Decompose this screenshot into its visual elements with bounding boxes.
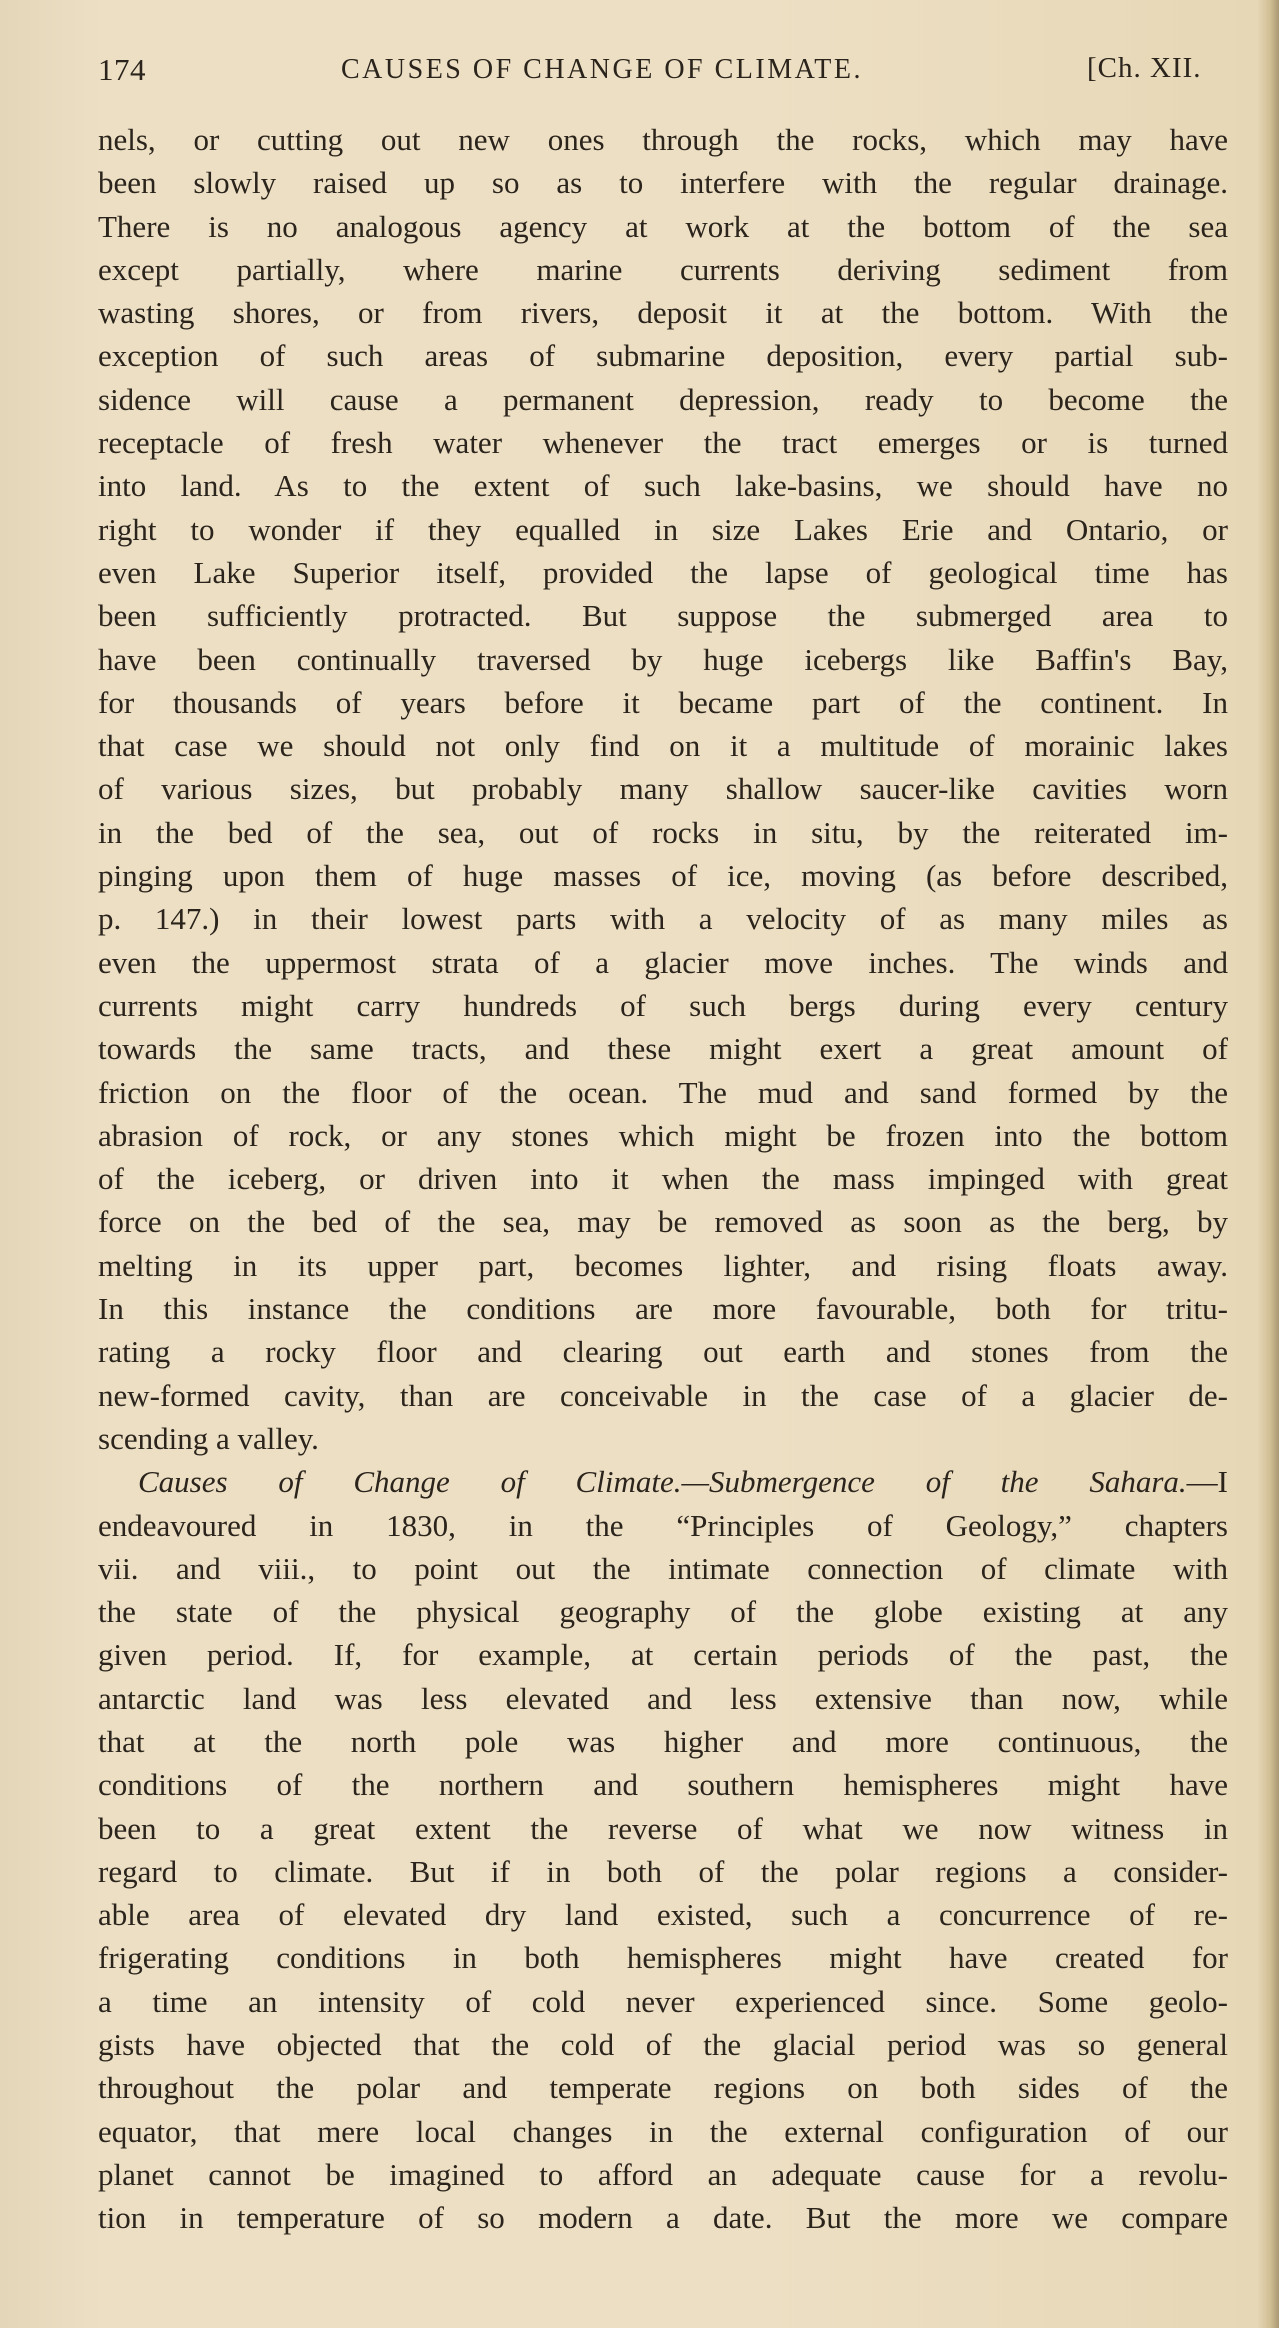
text-line: nels, or cutting out new ones through the rocks, which may have bbox=[98, 122, 1228, 157]
text-line: equator, that mere local changes in the external configuration of our bbox=[98, 2113, 1228, 2149]
running-header bbox=[98, 50, 1240, 98]
text-line: scending a valley. bbox=[98, 1420, 319, 1456]
text-line: sidence will cause a permanent depression, ready to become the bbox=[98, 381, 1228, 417]
text-line: wasting shores, or from rivers, deposit it at the bottom. With the bbox=[98, 295, 1228, 331]
chapter-reference: [Ch. XII. bbox=[1087, 52, 1202, 84]
text-line: melting in its upper part, becomes lighter, and rising floats away. bbox=[98, 1247, 1228, 1283]
text-line: p. 147.) in their lowest parts with a velocity of as many miles as bbox=[98, 901, 1228, 937]
text-line: of the iceberg, or driven into it when the mass impinged with great bbox=[98, 1161, 1228, 1197]
body-text bbox=[98, 118, 1228, 2240]
text-line: been to a great extent the reverse of what we now witness in bbox=[98, 1810, 1228, 1846]
page-edge-shadow bbox=[1257, 0, 1279, 2328]
text-line: currents might carry hundreds of such bergs during every century bbox=[98, 987, 1228, 1023]
text-line: conditions of the northern and southern hemispheres might have bbox=[98, 1767, 1228, 1803]
text-line: antarctic land was less elevated and less extensive than now, while bbox=[98, 1680, 1228, 1716]
text-line: regard to climate. But if in both of the polar regions a consider- bbox=[98, 1853, 1228, 1889]
text-line: In this instance the conditions are more favourable, both for tritu- bbox=[98, 1291, 1228, 1327]
text-line: except partially, where marine currents deriving sediment from bbox=[98, 251, 1228, 287]
section-heading-continuation: —I bbox=[1186, 1464, 1228, 1500]
text-line: for thousands of years before it became part of the continent. In bbox=[98, 684, 1228, 720]
text-line: the state of the physical geography of the globe existing at any bbox=[98, 1594, 1228, 1630]
text-line: planet cannot be imagined to afford an adequate cause for a revolu- bbox=[98, 2156, 1228, 2192]
text-line: vii. and viii., to point out the intimate connection of climate with bbox=[98, 1550, 1228, 1586]
text-line: right to wonder if they equalled in size Lakes Erie and Ontario, or bbox=[98, 511, 1228, 547]
text-line: gists have objected that the cold of the glacial period was so general bbox=[98, 2027, 1228, 2063]
text-line: abrasion of rock, or any stones which might be frozen into the bottom bbox=[98, 1117, 1228, 1153]
running-title: CAUSES OF CHANGE OF CLIMATE. bbox=[341, 54, 863, 85]
text-line: able area of elevated dry land existed, such a concurrence of re- bbox=[98, 1897, 1228, 1933]
text-line: been slowly raised up so as to interfere with the regular drainage. bbox=[98, 165, 1228, 201]
text-line: a time an intensity of cold never experienced since. Some geolo- bbox=[98, 1983, 1228, 2019]
text-line: force on the bed of the sea, may be removed as soon as the berg, by bbox=[98, 1204, 1228, 1240]
text-line: towards the same tracts, and these might exert a great amount of bbox=[98, 1031, 1228, 1067]
text-line: given period. If, for example, at certain periods of the past, the bbox=[98, 1637, 1228, 1673]
text-line: rating a rocky floor and clearing out earth and stones from the bbox=[98, 1334, 1228, 1370]
text-line: new-formed cavity, than are conceivable in the case of a glacier de- bbox=[98, 1377, 1228, 1413]
page-number: 174 bbox=[98, 52, 146, 87]
section-heading: Causes of Change of Climate.—Submergence of the Sahara. bbox=[138, 1464, 1187, 1500]
section-heading-line bbox=[98, 1460, 1228, 1503]
text-line: receptacle of fresh water whenever the tract emerges or is turned bbox=[98, 425, 1228, 461]
text-line: pinging upon them of huge masses of ice, moving (as before described, bbox=[98, 858, 1228, 894]
text-line: exception of such areas of submarine deposition, every partial sub- bbox=[98, 338, 1228, 374]
text-line: throughout the polar and temperate regions on both sides of the bbox=[98, 2070, 1228, 2106]
text-line: that at the north pole was higher and more continuous, the bbox=[98, 1723, 1228, 1759]
text-line: that case we should not only find on it a multitude of morainic lakes bbox=[98, 728, 1228, 764]
text-line: even the uppermost strata of a glacier move inches. The winds and bbox=[98, 944, 1228, 980]
text-line: of various sizes, but probably many shallow saucer-like cavities worn bbox=[98, 771, 1228, 807]
text-line: friction on the floor of the ocean. The mud and sand formed by the bbox=[98, 1074, 1228, 1110]
text-line: frigerating conditions in both hemispheres might have created for bbox=[98, 1940, 1228, 1976]
text-line: tion in temperature of so modern a date. But the more we compare bbox=[98, 2200, 1228, 2236]
text-line: into land. As to the extent of such lake-basins, we should have no bbox=[98, 468, 1228, 504]
text-line: been sufficiently protracted. But suppose the submerged area to bbox=[98, 598, 1228, 634]
text-line: in the bed of the sea, out of rocks in situ, by the reiterated im- bbox=[98, 814, 1228, 850]
text-line: have been continually traversed by huge icebergs like Baffin's Bay, bbox=[98, 641, 1228, 677]
text-line: even Lake Superior itself, provided the lapse of geological time has bbox=[98, 554, 1228, 590]
text-line: There is no analogous agency at work at the bottom of the sea bbox=[98, 208, 1228, 244]
text-line: endeavoured in 1830, in the “Principles of Geology,” chapters bbox=[98, 1507, 1228, 1543]
